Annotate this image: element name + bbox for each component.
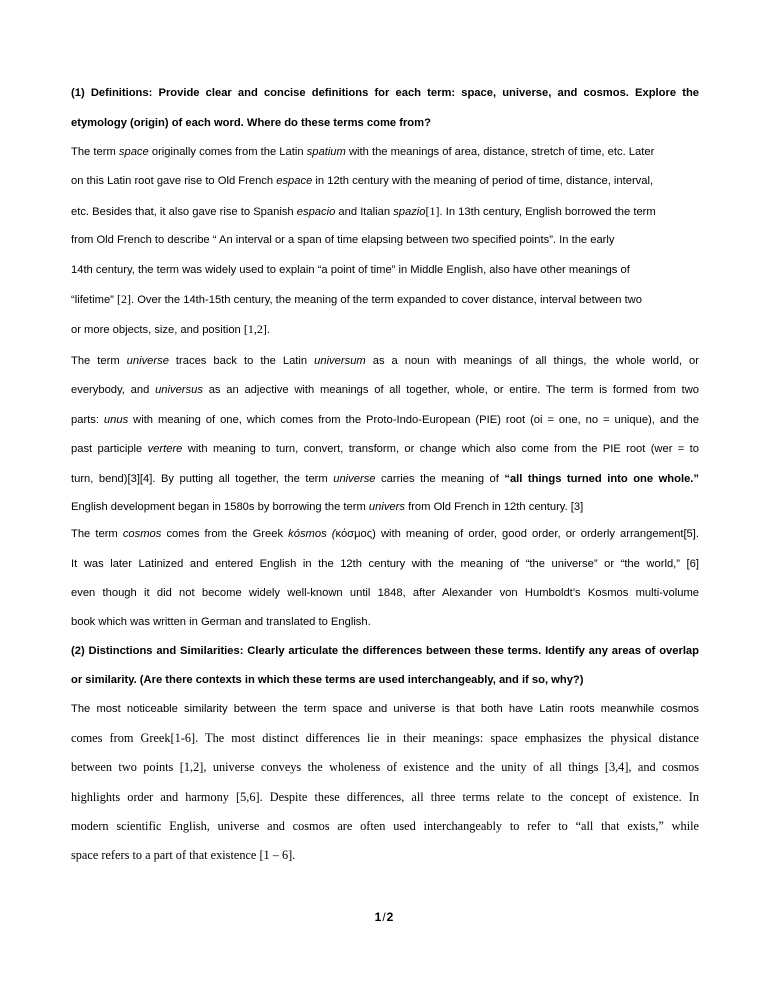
section2-heading-line1: (2) Distinctions and Similarities: Clearly articulate the differences between these terms. Identify any areas of overlap — [71, 645, 699, 657]
space-paragraph-line: or more objects, size, and position [1,2]. — [71, 322, 270, 336]
space-paragraph-line: “lifetime” [2]. Over the 14th-15th century, the meaning of the term expanded to cover distance, interval between two — [71, 292, 642, 306]
cosmos-paragraph-line: even though it did not become widely well-known until 1848, after Alexander von Humboldt’s Kosmos multi-volume — [71, 587, 699, 599]
space-paragraph-line: etc. Besides that, it also gave rise to Spanish espacio and Italian spazio[1]. In 13th century, English borrowed the term — [71, 204, 656, 218]
citation: [1] — [425, 204, 440, 218]
page-number: 1/2 — [374, 910, 394, 924]
distinctions-paragraph-line: space refers to a part of that existence [1 – 6]. — [71, 848, 296, 862]
universe-paragraph-line: everybody, and universus as an adjective with meanings of all together, whole, or entire. The term is formed from two — [71, 384, 699, 396]
distinctions-paragraph-line: highlights order and harmony [5,6]. Despite these differences, all three terms relate to the concept of existence. In — [71, 790, 699, 804]
citation: [2] — [117, 292, 131, 306]
universe-paragraph-line: parts: unus with meaning of one, which comes from the Proto-Indo-European (PIE) root (oi = one, no = unique), and the — [71, 414, 699, 426]
universe-paragraph-line: English development began in 1580s by borrowing the term univers from Old French in 12th century. [3] — [71, 501, 584, 513]
cosmos-paragraph-line: It was later Latinized and entered English in the 12th century with the meaning of “the universe” or “the world,” [6] — [71, 558, 699, 570]
distinctions-paragraph-line: The most noticeable similarity between the term space and universe is that both have Latin roots meanwhile cosmos — [71, 703, 699, 715]
universe-paragraph-line: past participle vertere with meaning to turn, convert, transform, or change which also come from the PIE root (wer = to — [71, 443, 699, 455]
citation: [1,2] — [243, 322, 267, 336]
section1-heading-line1: (1) Definitions: Provide clear and concise definitions for each term: space, universe, and cosmos. Explore the — [71, 87, 699, 99]
distinctions-paragraph-line: comes from Greek[1-6]. The most distinct differences lie in their meanings: space emphasizes the physical distance — [71, 731, 699, 745]
distinctions-paragraph-line: modern scientific English, universe and cosmos are often used interchangeably to refer to “all that exists,” while — [71, 819, 699, 833]
section1-heading-line2: etymology (origin) of each word. Where do these terms come from? — [71, 117, 431, 129]
universe-paragraph-line: turn, bend)[3][4]. By putting all together, the term universe carries the meaning of “all things turned into one whole.” — [71, 473, 699, 485]
cosmos-paragraph-line: book which was written in German and translated to English. — [71, 616, 371, 628]
space-paragraph-line: The term space originally comes from the Latin spatium with the meanings of area, distance, stretch of time, etc. Later — [71, 146, 655, 158]
space-paragraph-line: 14th century, the term was widely used to explain “a point of time” in Middle English, also have other meanings of — [71, 264, 630, 276]
cosmos-paragraph-line: The term cosmos comes from the Greek kósmos (κόσμος) with meaning of order, good order, or orderly arrangement[5]. — [71, 528, 699, 540]
distinctions-paragraph-line: between two points [1,2], universe conveys the wholeness of existence and the unity of all things [3,4], and cosmos — [71, 760, 699, 774]
universe-paragraph-line: The term universe traces back to the Latin universum as a noun with meanings of all things, the whole world, or — [71, 355, 700, 367]
space-paragraph-line: from Old French to describe “ An interval or a span of time elapsing between two specified points”. In the early — [71, 234, 615, 246]
section2-heading-line2: or similarity. (Are there contexts in which these terms are used interchangeably, and if so, why?) — [71, 674, 584, 686]
space-paragraph-line: on this Latin root gave rise to Old French espace in 12th century with the meaning of period of time, distance, interval, — [71, 175, 654, 187]
